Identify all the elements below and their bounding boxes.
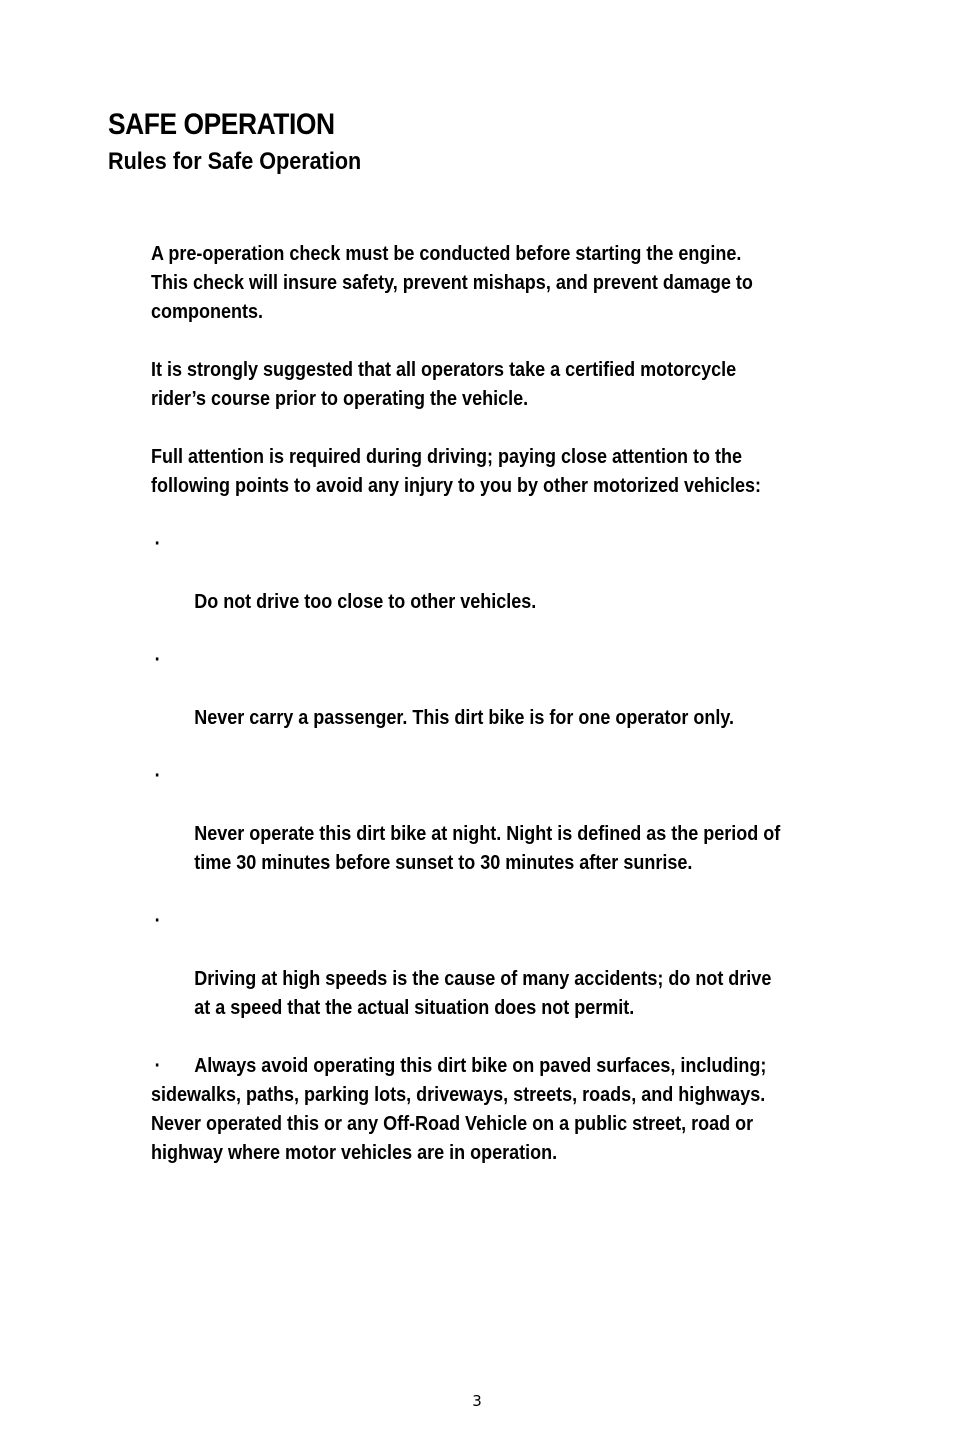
bullet-icon: · <box>154 649 161 671</box>
document-body <box>151 240 835 1168</box>
paragraph-pre-operation-check: A pre-operation check must be conducted before starting the engine. This check will insure safety, prevent mishaps, and prevent damage to components. <box>151 243 753 323</box>
list-item <box>151 762 835 878</box>
list-item <box>151 907 835 1023</box>
page-subtitle: Rules for Safe Operation <box>108 148 362 175</box>
list-item <box>151 530 835 617</box>
list-item <box>151 646 835 733</box>
list-item-text: Never operate this dirt bike at night. Night is defined as the period of time 30 minutes before sunset to 30 minutes after sunrise. <box>194 823 781 874</box>
list-item-text: Never carry a passenger. This dirt bike is for one operator only. <box>194 707 735 729</box>
bullet-icon: · <box>154 1055 161 1077</box>
list-item-text: Do not drive too close to other vehicles. <box>194 591 537 613</box>
bullet-icon: · <box>154 910 161 932</box>
bullet-icon: · <box>154 765 161 787</box>
list-item-text: Always avoid operating this dirt bike on paved surfaces, including; sidewalks, paths, parking lots, driveways, streets, roads, and highways. Never operated this or any Off-Road Vehicle on a public street, road or highway where motor vehicles are in operation. <box>151 1055 767 1164</box>
list-item-text: Driving at high speeds is the cause of many accidents; do not drive at a speed that the actual situation does not permit. <box>194 968 772 1019</box>
page-number: 3 <box>472 1392 482 1410</box>
page-title: SAFE OPERATION <box>108 108 335 141</box>
bullet-icon: · <box>154 533 161 555</box>
paragraph-rider-course: It is strongly suggested that all operators take a certified motorcycle rider’s course prior to operating the vehicle. <box>151 359 737 410</box>
list-item-paved-surfaces <box>151 1052 835 1168</box>
paragraph-full-attention: Full attention is required during driving; paying close attention to the following points to avoid any injury to you by other motorized vehicles: <box>151 446 762 497</box>
